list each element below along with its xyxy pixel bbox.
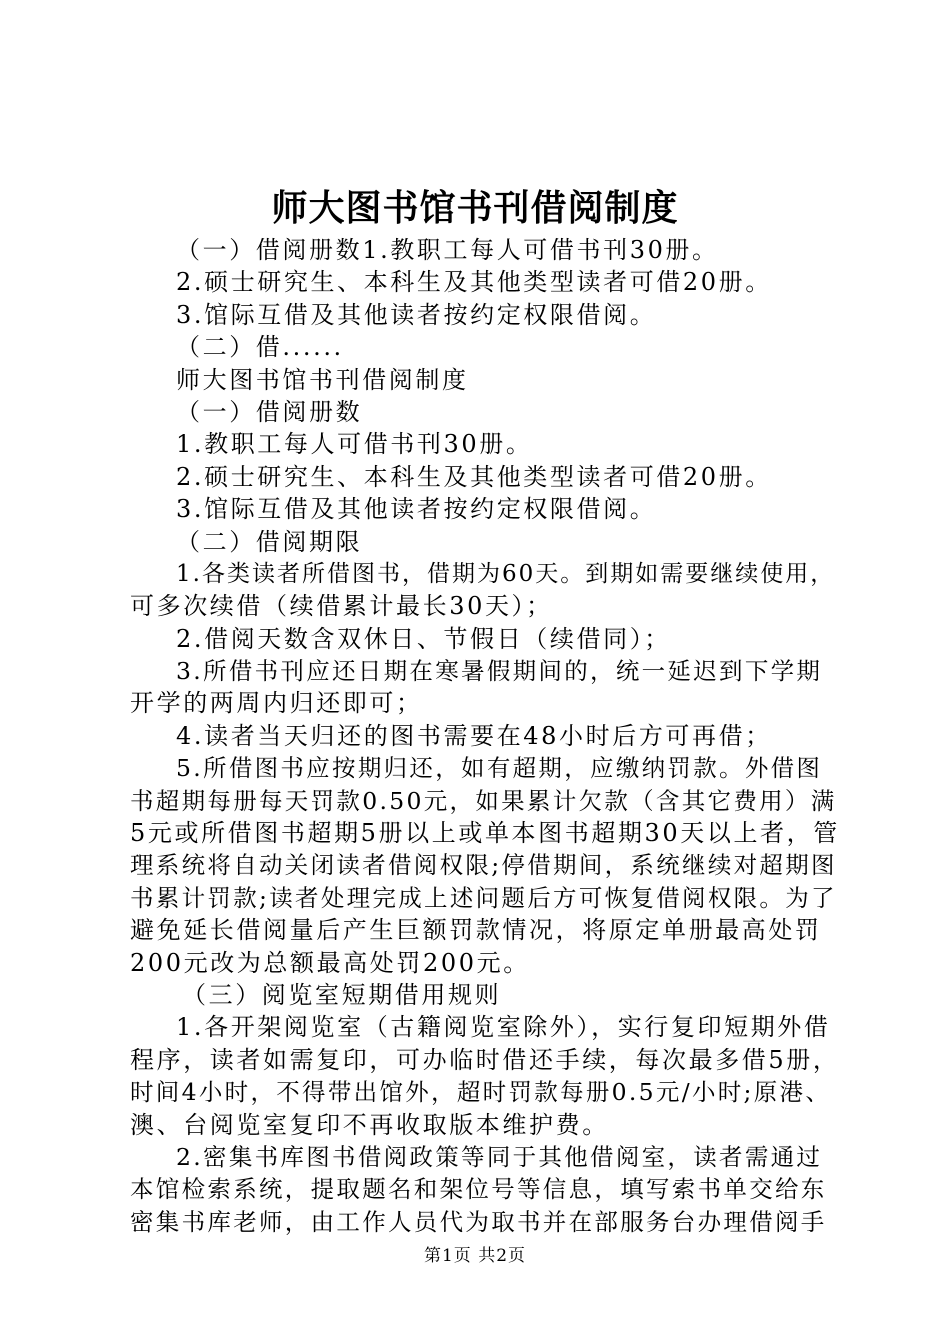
text-line: 书超期每册每天罚款0.50元，如果累计欠款（含其它费用）满	[130, 786, 837, 815]
text-line: 3.所借书刊应还日期在寒暑假期间的，统一延迟到下学期	[176, 657, 823, 686]
text-line: （三）阅览室短期借用规则	[182, 980, 502, 1009]
text-line: 1.各开架阅览室（古籍阅览室除外），实行复印短期外借	[176, 1013, 831, 1042]
text-line: 200元改为总额最高处罚200元。	[130, 948, 530, 977]
text-line: 1.教职工每人可借书刊30册。	[176, 430, 533, 459]
text-line: 理系统将自动关闭读者借阅权限;停借期间，系统继续对超期图	[130, 851, 837, 880]
text-line: 3.馆际互借及其他读者按约定权限借阅。	[176, 495, 657, 524]
text-line: 师大图书馆书刊借阅制度	[176, 365, 469, 394]
text-line: 书累计罚款;读者处理完成上述问题后方可恢复借阅权限。为了	[130, 883, 837, 912]
text-line: 时间4小时，不得带出馆外，超时罚款每册0.5元/小时;原港、	[130, 1078, 832, 1107]
document-title: 师大图书馆书刊借阅制度	[271, 187, 679, 229]
document-body	[130, 234, 840, 1238]
text-line: 本馆检索系统，提取题名和架位号等信息，填写索书单交给东	[130, 1175, 827, 1204]
text-line: 1.各类读者所借图书，借期为60天。到期如需要继续使用，	[176, 560, 836, 587]
text-line: 2.硕士研究生、本科生及其他类型读者可借20册。	[176, 462, 772, 491]
text-line: （一）借阅册数	[176, 397, 363, 426]
text-line: 5.所借图书应按期归还，如有超期，应缴纳罚款。外借图	[176, 754, 823, 783]
text-line: 密集书库老师，由工作人员代为取书并在部服务台办理借阅手	[130, 1207, 827, 1236]
text-line: 2.借阅天数含双休日、节假日（续借同）；	[176, 624, 671, 653]
text-line: 可多次续借（续借累计最长30天）；	[130, 592, 553, 621]
text-line: 开学的两周内归还即可；	[130, 689, 423, 718]
text-line: （二）借阅期限	[176, 527, 363, 556]
page-footer: 第1页 共2页	[423, 1246, 527, 1266]
text-line: 5元或所借图书超期5册以上或单本图书超期30天以上者，管	[130, 819, 840, 848]
text-line: （一）借阅册数1.教职工每人可借书刊30册。	[176, 236, 719, 264]
text-line: 程序，读者如需复印，可办临时借还手续，每次最多借5册，	[130, 1045, 840, 1074]
text-line: 澳、台阅览室复印不再收取版本维护费。	[130, 1110, 609, 1139]
text-line: 2.密集书库图书借阅政策等同于其他借阅室，读者需通过	[176, 1142, 823, 1171]
text-line: （二）借......	[176, 333, 344, 362]
text-line: 避免延长借阅量后产生巨额罚款情况，将原定单册最高处罚	[130, 916, 822, 945]
text-line: 3.馆际互借及其他读者按约定权限借阅。	[176, 300, 657, 329]
text-line: 4.读者当天归还的图书需要在48小时后方可再借；	[176, 721, 772, 750]
text-line: 2.硕士研究生、本科生及其他类型读者可借20册。	[176, 268, 772, 297]
